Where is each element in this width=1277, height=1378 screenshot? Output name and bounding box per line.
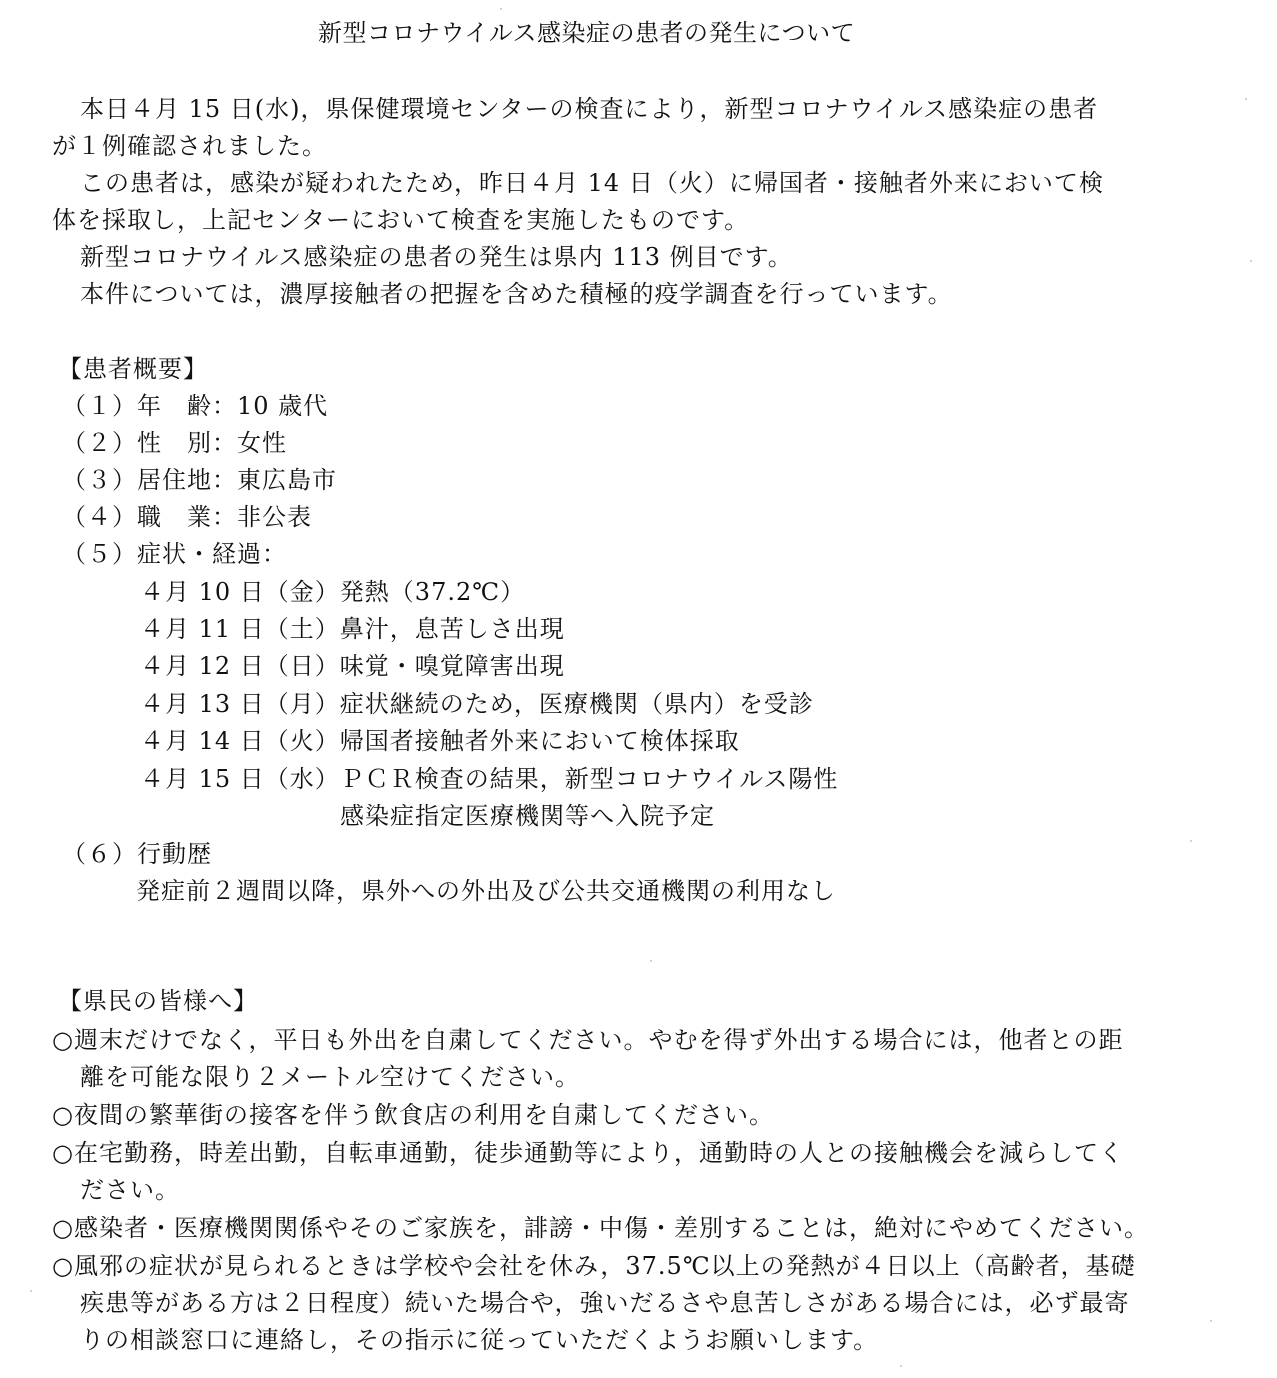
timeline-entry: ４月 13 日（月）症状継続のため，医療機関（県内）を受診 xyxy=(140,690,814,718)
residents-bullet-1-line-1: ○週末だけでなく，平日も外出を自粛してください。やむを得ず外出する場合には，他者との距 xyxy=(52,1026,1124,1054)
intro-paragraph-3: 新型コロナウイルス感染症の患者の発生は県内 113 例目です。 xyxy=(80,243,793,271)
residents-heading: 【県民の皆様へ】 xyxy=(58,987,258,1015)
intro-paragraph-4: 本件については，濃厚接触者の把握を含めた積極的疫学調査を行っています。 xyxy=(80,280,953,308)
scan-speck xyxy=(650,960,652,962)
scan-speck xyxy=(500,8,502,10)
patient-history-detail: 発症前２週間以降，県外への外出及び公共交通機関の利用なし xyxy=(136,877,836,905)
timeline-entry: ４月 15 日（水）ＰＣＲ検査の結果，新型コロナウイルス陽性 xyxy=(140,765,839,793)
scan-speck xyxy=(30,1290,32,1292)
timeline-entry: ４月 12 日（日）味覚・嗅覚障害出現 xyxy=(140,652,565,680)
residents-bullet-2: ○夜間の繁華街の接客を伴う飲食店の利用を自粛してください。 xyxy=(52,1101,774,1129)
intro-paragraph-1-line-1: 本日４月 15 日(水)，県保健環境センターの検査により，新型コロナウイルス感染症の患者 xyxy=(80,95,1099,123)
intro-paragraph-2-line-1: この患者は，感染が疑われたため，昨日４月 14 日（火）に帰国者・接触者外来において検 xyxy=(80,169,1104,197)
residents-bullet-4: ○感染者・医療機関関係やそのご家族を，誹謗・中傷・差別することは，絶対にやめてください。 xyxy=(52,1214,1149,1242)
residents-bullet-5-line-3: りの相談窓口に連絡し，その指示に従っていただくようお願いします。 xyxy=(80,1326,879,1354)
scan-speck xyxy=(1190,840,1192,842)
residents-bullet-1-line-2: 離を可能な限り２メートル空けてください。 xyxy=(80,1063,580,1091)
residents-bullet-3-line-2: ださい。 xyxy=(80,1176,180,1204)
patient-item-residence: （３）居住地：東広島市 xyxy=(62,466,337,494)
residents-bullet-3-line-1: ○在宅勤務，時差出勤，自転車通勤，徒歩通勤等により，通勤時の人との接触機会を減らしてく xyxy=(52,1139,1124,1167)
residents-bullet-5-line-2: 疾患等がある方は２日程度）続いた場合や，強いだるさや息苦しさがある場合には，必ず最寄 xyxy=(80,1289,1130,1317)
timeline-entry: ４月 14 日（火）帰国者接触者外来において検体採取 xyxy=(140,727,740,755)
document-title: 新型コロナウイルス感染症の患者の発生について xyxy=(318,19,856,47)
timeline-entry-continuation: 感染症指定医療機関等へ入院予定 xyxy=(340,802,715,830)
intro-paragraph-1-line-2: が１例確認されました。 xyxy=(52,132,327,160)
patient-item-history: （６）行動歴 xyxy=(62,840,212,868)
patient-item-sex: （２）性 別：女性 xyxy=(62,429,287,457)
patient-item-symptoms: （５）症状・経過： xyxy=(62,540,287,568)
intro-paragraph-2-line-2: 体を採取し，上記センターにおいて検査を実施したものです。 xyxy=(52,206,750,234)
scan-speck xyxy=(1245,98,1247,100)
patient-summary-heading: 【患者概要】 xyxy=(58,355,208,383)
timeline-entry: ４月 11 日（土）鼻汁，息苦しさ出現 xyxy=(140,615,565,643)
patient-item-occupation: （４）職 業：非公表 xyxy=(62,503,312,531)
scan-speck xyxy=(1210,1320,1212,1322)
residents-bullet-5-line-1: ○風邪の症状が見られるときは学校や会社を休み，37.5℃以上の発熱が４日以上（高齢者，基礎 xyxy=(52,1252,1136,1280)
timeline-entry: ４月 10 日（金）発熱（37.2℃） xyxy=(140,578,526,606)
scan-speck xyxy=(900,1365,902,1367)
scan-speck xyxy=(1250,260,1252,262)
patient-item-age: （１）年 齢：10 歳代 xyxy=(62,392,329,420)
